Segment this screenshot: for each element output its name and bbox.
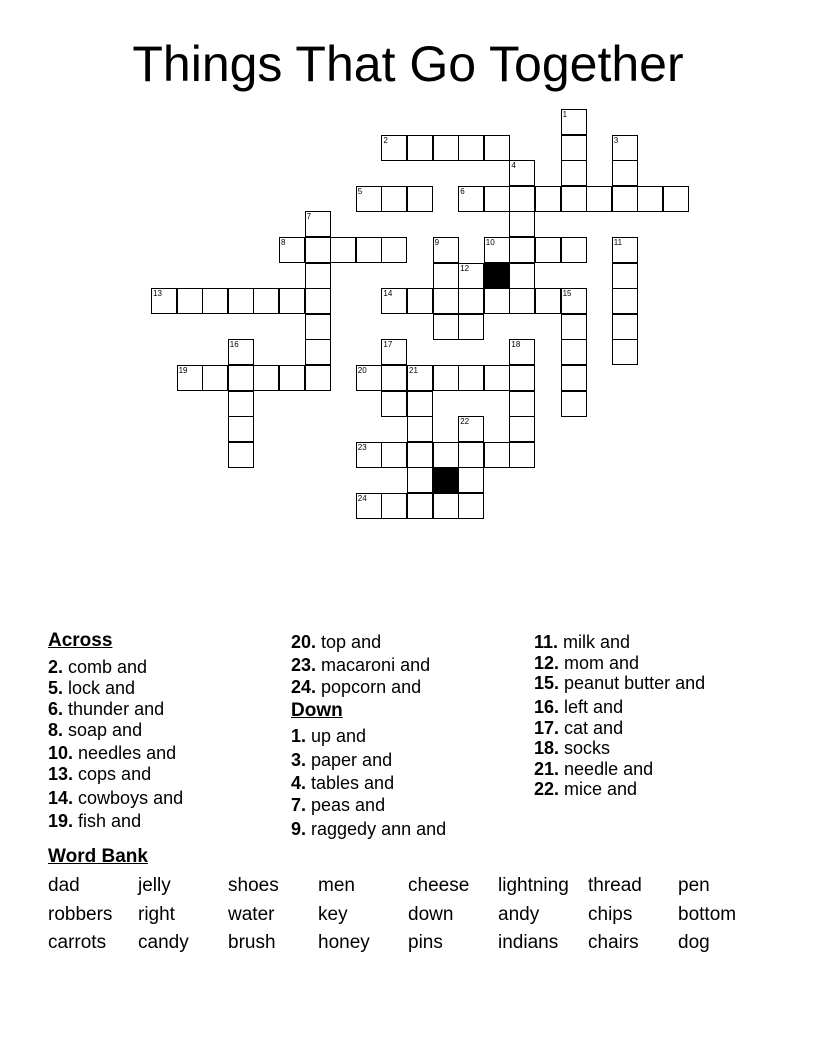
grid-cell[interactable] xyxy=(484,365,510,391)
clue-number-label: 6. xyxy=(48,699,64,719)
word-bank-word: dog xyxy=(678,932,710,953)
word-bank-word: chairs xyxy=(588,932,639,953)
grid-cell[interactable] xyxy=(177,365,203,391)
grid-cell[interactable] xyxy=(381,339,407,365)
clue-number-label: 21. xyxy=(534,759,560,779)
grid-cell[interactable] xyxy=(561,365,587,391)
clue-item xyxy=(291,726,366,747)
grid-cell[interactable] xyxy=(433,237,459,263)
clue-item xyxy=(48,743,176,764)
grid-cell[interactable] xyxy=(458,186,484,212)
word-bank-word: men xyxy=(318,875,355,896)
grid-cell[interactable] xyxy=(381,135,407,161)
clue-text: paper and xyxy=(306,750,393,770)
word-bank-word: jelly xyxy=(138,875,171,896)
clue-number: 5 xyxy=(357,186,363,196)
clue-number-label: 5. xyxy=(48,678,64,698)
clue-item xyxy=(534,759,653,780)
grid-cell[interactable] xyxy=(253,365,279,391)
clue-item xyxy=(534,779,637,800)
clue-item xyxy=(48,788,183,809)
grid-cell[interactable] xyxy=(305,314,331,340)
clue-text: left and xyxy=(559,697,624,717)
clue-number-label: 10. xyxy=(48,743,74,763)
grid-cell[interactable] xyxy=(407,391,433,417)
clue-number: 13 xyxy=(153,289,162,299)
clue-item xyxy=(534,697,623,718)
clue-text: top and xyxy=(316,632,382,652)
grid-cell[interactable] xyxy=(458,135,484,161)
grid-cell[interactable] xyxy=(586,186,612,212)
grid-cell[interactable] xyxy=(561,391,587,417)
clue-number-label: 22. xyxy=(534,779,560,799)
clue-number-label: 13. xyxy=(48,764,74,784)
clue-number: 4 xyxy=(511,161,516,171)
clue-number: 22 xyxy=(460,417,470,427)
grid-cell[interactable] xyxy=(279,288,305,314)
grid-cell[interactable] xyxy=(381,365,407,391)
word-bank-heading: Word Bank xyxy=(48,846,148,867)
grid-cell[interactable] xyxy=(381,391,407,417)
grid-cell[interactable] xyxy=(509,288,535,314)
clue-item xyxy=(534,673,705,694)
grid-cell[interactable] xyxy=(458,493,484,519)
grid-cell[interactable] xyxy=(458,416,484,442)
grid-cell[interactable] xyxy=(484,288,510,314)
word-bank-word: down xyxy=(408,904,454,925)
grid-cell[interactable] xyxy=(305,365,331,391)
grid-cell[interactable] xyxy=(381,442,407,468)
clue-number: 20 xyxy=(357,366,367,375)
puzzle-title: Things That Go Together xyxy=(132,36,684,92)
grid-cell[interactable] xyxy=(458,365,484,391)
word-bank-word: cheese xyxy=(408,875,470,896)
grid-cell[interactable] xyxy=(612,314,638,340)
clue-text: milk and xyxy=(558,632,631,652)
clue-item xyxy=(48,811,141,832)
grid-cell[interactable] xyxy=(637,186,663,212)
grid-cell[interactable] xyxy=(356,442,382,468)
clue-number-label: 19. xyxy=(48,811,74,831)
clue-item xyxy=(291,819,446,840)
word-bank-word: brush xyxy=(228,932,276,953)
grid-cell[interactable] xyxy=(509,186,535,212)
grid-cell[interactable] xyxy=(458,263,484,289)
grid-cell[interactable] xyxy=(279,237,305,263)
clue-item xyxy=(48,764,151,785)
grid-cell[interactable] xyxy=(407,493,433,519)
grid-cell[interactable] xyxy=(305,288,331,314)
clue-number-label: 11. xyxy=(534,632,559,652)
clue-text: soap and xyxy=(63,720,143,740)
clue-item xyxy=(534,738,610,759)
grid-cell[interactable] xyxy=(484,237,510,263)
clue-text: comb and xyxy=(63,657,148,677)
grid-cell[interactable] xyxy=(458,288,484,314)
grid-cell[interactable] xyxy=(330,237,356,263)
grid-cell[interactable] xyxy=(305,211,331,237)
grid-cell[interactable] xyxy=(305,263,331,289)
grid-cell[interactable] xyxy=(509,365,535,391)
grid-cell[interactable] xyxy=(202,365,228,391)
clue-item xyxy=(291,773,394,794)
grid-cell[interactable] xyxy=(407,467,433,493)
grid-cell[interactable] xyxy=(356,493,382,519)
clue-number-label: 16. xyxy=(534,697,560,717)
grid-cell[interactable] xyxy=(407,288,433,314)
clue-number-label: 20. xyxy=(291,632,317,652)
clue-number: 7 xyxy=(306,212,312,222)
clue-number: 9 xyxy=(434,238,440,247)
clue-item xyxy=(291,632,381,653)
grid-cell[interactable] xyxy=(484,186,510,212)
grid-cell[interactable] xyxy=(509,339,535,365)
word-bank-word: lightning xyxy=(498,875,569,896)
grid-cell[interactable] xyxy=(253,288,279,314)
clue-number-label: 3. xyxy=(291,750,307,770)
clue-number-label: 8. xyxy=(48,720,64,740)
grid-cell[interactable] xyxy=(484,135,510,161)
clue-number: 19 xyxy=(178,366,188,375)
grid-cell[interactable] xyxy=(509,263,535,289)
clue-number-label: 4. xyxy=(291,773,307,793)
clue-item xyxy=(534,653,639,674)
word-bank-word: key xyxy=(318,904,348,925)
clue-number-label: 24. xyxy=(291,677,317,697)
clue-number: 24 xyxy=(357,494,367,503)
clue-number-label: 2. xyxy=(48,657,64,677)
blocked-cell xyxy=(433,467,459,493)
clue-number: 3 xyxy=(613,135,619,145)
grid-cell[interactable] xyxy=(561,237,587,263)
clue-item xyxy=(291,795,385,816)
grid-cell[interactable] xyxy=(433,263,459,289)
grid-cell[interactable] xyxy=(407,186,433,212)
grid-cell[interactable] xyxy=(433,442,459,468)
clue-number-label: 18. xyxy=(534,738,560,758)
grid-cell[interactable] xyxy=(535,288,561,314)
grid-cell[interactable] xyxy=(509,391,535,417)
grid-cell[interactable] xyxy=(228,391,254,417)
clue-number: 17 xyxy=(383,340,393,350)
grid-cell[interactable] xyxy=(458,314,484,340)
clue-number-label: 7. xyxy=(291,795,307,815)
clue-number-label: 23. xyxy=(291,655,317,675)
grid-cell[interactable] xyxy=(509,160,535,186)
grid-cell[interactable] xyxy=(561,160,587,186)
grid-cell[interactable] xyxy=(612,263,638,289)
grid-cell[interactable] xyxy=(305,237,331,263)
clue-text: raggedy ann and xyxy=(306,819,447,839)
clue-number: 10 xyxy=(485,238,495,247)
word-bank-word: shoes xyxy=(228,875,279,896)
grid-cell[interactable] xyxy=(561,109,587,135)
clue-number-label: 14. xyxy=(48,788,74,808)
grid-cell[interactable] xyxy=(433,493,459,519)
clue-number-label: 12. xyxy=(534,653,560,673)
grid-cell[interactable] xyxy=(381,237,407,263)
grid-cell[interactable] xyxy=(612,288,638,314)
word-bank-word: indians xyxy=(498,932,559,953)
clue-item xyxy=(48,720,142,741)
grid-cell[interactable] xyxy=(407,442,433,468)
across-heading: Across xyxy=(48,630,113,651)
clue-text: popcorn and xyxy=(316,677,422,697)
grid-cell[interactable] xyxy=(356,237,382,263)
word-bank-word: honey xyxy=(318,932,370,953)
grid-cell[interactable] xyxy=(509,416,535,442)
word-bank-word: dad xyxy=(48,875,80,896)
word-bank-word: bottom xyxy=(678,904,737,925)
word-bank-word: andy xyxy=(498,904,540,925)
grid-cell[interactable] xyxy=(407,135,433,161)
clue-text: cat and xyxy=(559,718,624,738)
clue-number: 14 xyxy=(383,289,393,299)
clue-number: 8 xyxy=(281,238,286,247)
clue-text: lock and xyxy=(63,678,136,698)
grid-cell[interactable] xyxy=(433,135,459,161)
grid-cell[interactable] xyxy=(561,135,587,161)
clue-text: cowboys and xyxy=(73,788,184,808)
clue-text: tables and xyxy=(306,773,395,793)
clue-number: 2 xyxy=(383,135,388,145)
clues-column-1 xyxy=(48,630,112,652)
blocked-cell xyxy=(484,263,510,289)
clue-number: 11 xyxy=(613,238,623,247)
grid-cell[interactable] xyxy=(433,314,459,340)
clue-text: cops and xyxy=(73,764,152,784)
clue-text: mice and xyxy=(559,779,638,799)
word-bank-word: chips xyxy=(588,904,633,925)
clue-number: 12 xyxy=(460,263,470,273)
grid-cell[interactable] xyxy=(663,186,689,212)
clue-number-label: 15. xyxy=(534,673,560,693)
grid-cell[interactable] xyxy=(381,288,407,314)
grid-cell[interactable] xyxy=(433,365,459,391)
grid-cell[interactable] xyxy=(535,237,561,263)
clue-text: needles and xyxy=(73,743,177,763)
grid-cell[interactable] xyxy=(228,288,254,314)
word-bank-word: pins xyxy=(408,932,443,953)
word-bank-word: water xyxy=(228,904,275,925)
clue-number-label: 17. xyxy=(534,718,560,738)
grid-cell[interactable] xyxy=(356,365,382,391)
clue-item xyxy=(48,699,164,720)
grid-cell[interactable] xyxy=(177,288,203,314)
grid-cell[interactable] xyxy=(458,467,484,493)
grid-cell[interactable] xyxy=(433,288,459,314)
clue-item xyxy=(291,655,430,676)
grid-cell[interactable] xyxy=(228,339,254,365)
clue-number-label: 9. xyxy=(291,819,307,839)
grid-cell[interactable] xyxy=(151,288,177,314)
clue-item xyxy=(534,632,630,653)
grid-cell[interactable] xyxy=(228,365,254,391)
clue-number: 6 xyxy=(460,186,465,196)
grid-cell[interactable] xyxy=(279,365,305,391)
word-bank-word: pen xyxy=(678,875,710,896)
clue-text: socks xyxy=(559,738,611,758)
grid-cell[interactable] xyxy=(612,237,638,263)
grid-cell[interactable] xyxy=(509,442,535,468)
grid-cell[interactable] xyxy=(561,314,587,340)
clue-text: macaroni and xyxy=(316,655,431,675)
clue-number: 18 xyxy=(511,340,521,350)
clue-item xyxy=(48,657,147,678)
grid-cell[interactable] xyxy=(458,442,484,468)
grid-cell[interactable] xyxy=(561,288,587,314)
clues-column-2-heading xyxy=(291,700,343,722)
grid-cell[interactable] xyxy=(381,186,407,212)
grid-cell[interactable] xyxy=(356,186,382,212)
word-bank-word: right xyxy=(138,904,175,925)
grid-cell[interactable] xyxy=(612,339,638,365)
grid-cell[interactable] xyxy=(612,135,638,161)
clue-number: 16 xyxy=(229,340,239,350)
clue-text: mom and xyxy=(559,653,640,673)
grid-cell[interactable] xyxy=(381,493,407,519)
clue-text: up and xyxy=(306,726,367,746)
word-bank-word: candy xyxy=(138,932,189,953)
grid-cell[interactable] xyxy=(305,339,331,365)
word-bank-word: thread xyxy=(588,875,642,896)
grid-cell[interactable] xyxy=(484,442,510,468)
clue-number: 15 xyxy=(562,289,572,299)
clue-item xyxy=(534,718,623,739)
grid-cell[interactable] xyxy=(228,442,254,468)
word-bank-word: carrots xyxy=(48,932,107,953)
clue-text: peanut butter and xyxy=(559,673,706,693)
grid-cell[interactable] xyxy=(509,211,535,237)
grid-cell[interactable] xyxy=(612,186,638,212)
clue-number: 23 xyxy=(357,442,367,452)
grid-cell[interactable] xyxy=(202,288,228,314)
word-bank-word: robbers xyxy=(48,904,113,925)
grid-cell[interactable] xyxy=(561,339,587,365)
clue-number: 21 xyxy=(409,366,418,375)
clue-item xyxy=(48,678,135,699)
clue-text: peas and xyxy=(306,795,386,815)
grid-cell[interactable] xyxy=(561,186,587,212)
clue-number-label: 1. xyxy=(291,726,307,746)
down-heading: Down xyxy=(291,700,343,721)
grid-cell[interactable] xyxy=(535,186,561,212)
clue-text: needle and xyxy=(559,759,654,779)
grid-cell[interactable] xyxy=(509,237,535,263)
grid-cell[interactable] xyxy=(407,365,433,391)
clue-text: thunder and xyxy=(63,699,165,719)
clue-text: fish and xyxy=(73,811,142,831)
grid-cell[interactable] xyxy=(228,416,254,442)
clue-number: 1 xyxy=(562,110,568,119)
clue-item xyxy=(291,750,392,771)
grid-cell[interactable] xyxy=(612,160,638,186)
grid-cell[interactable] xyxy=(407,416,433,442)
clue-item xyxy=(291,677,421,698)
